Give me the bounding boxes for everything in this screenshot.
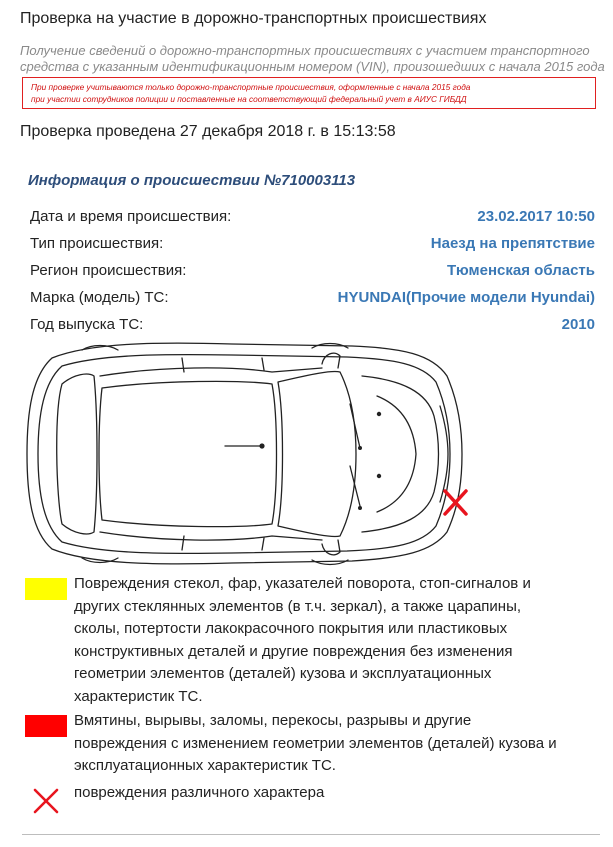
wiper-dot-upper — [358, 446, 362, 450]
car-damage-diagram — [22, 336, 472, 571]
rear-window — [57, 374, 97, 534]
legend-line: Вмятины, вырывы, заломы, перекосы, разрывы и другие — [74, 712, 472, 729]
legend-line: геометрии элементов (деталей) кузова и эксплуатационных — [74, 665, 492, 682]
page-title: Проверка на участие в дорожно-транспортных происшествиях — [20, 10, 487, 27]
antenna-dot — [259, 443, 264, 448]
yellow-swatch — [25, 578, 67, 600]
car-inner-outline — [38, 355, 450, 554]
legend-line: сколы, потертости лакокрасочного покрытия или пластиковых — [74, 620, 508, 637]
wiper-dot-lower — [358, 506, 362, 510]
hood-panel — [362, 376, 439, 532]
check-date: Проверка проведена 27 декабря 2018 г. в 15:13:58 — [20, 123, 396, 140]
red-swatch — [25, 715, 67, 737]
side-window-bottom — [100, 532, 322, 540]
side-window-top — [100, 368, 322, 376]
subtitle-line: средства с указанным идентификационным номером (VIN), произошедших с начала 2015 года — [20, 59, 605, 74]
warning-box — [22, 77, 596, 109]
legend-item-various — [22, 782, 592, 805]
hood-dot-upper — [377, 412, 381, 416]
hood-dot-lower — [377, 474, 381, 478]
detail-label: Год выпуска ТС: — [30, 316, 144, 333]
legend-item-geometry — [22, 710, 592, 778]
detail-row-date — [30, 203, 595, 230]
red-x-icon — [32, 787, 60, 815]
detail-row-model — [30, 284, 595, 311]
accident-header: Информация о происшествии №710003113 — [28, 172, 356, 189]
detail-value: 23.02.2017 10:50 — [477, 208, 595, 225]
warning-line: при участии сотрудников полиции и поставленные на соответствующий федеральный учет в АИУС ГИБДД — [31, 94, 467, 104]
detail-row-region — [30, 257, 595, 284]
roof-panel — [99, 381, 277, 526]
detail-value: Наезд на препятствие — [430, 235, 595, 252]
damage-legend — [22, 573, 592, 804]
legend-line: Повреждения стекол, фар, указателей поворота, стоп-сигналов и — [74, 575, 531, 592]
hood-crease — [377, 396, 416, 512]
legend-line: повреждения различного характера — [74, 783, 325, 801]
legend-line: других стеклянных элементов (в т.ч. зеркал), а также царапины, — [74, 597, 522, 615]
car-body-outline — [27, 343, 462, 564]
detail-row-type — [30, 230, 595, 257]
bottom-divider — [22, 834, 600, 835]
wiper-upper — [350, 404, 360, 448]
detail-value: HYUNDAI(Прочие модели Hyundai) — [337, 289, 595, 306]
subtitle-line: Получение сведений о дорожно-транспортных происшествиях с участием транспортного — [20, 43, 590, 58]
detail-label: Тип происшествия: — [30, 235, 164, 252]
detail-label: Дата и время происшествия: — [30, 208, 232, 225]
legend-line: эксплуатационных характеристик ТС. — [74, 757, 336, 774]
windshield — [278, 371, 356, 536]
mirror-top — [322, 353, 340, 368]
legend-line: конструктивных деталей и другие повреждения без изменения — [74, 642, 513, 660]
legend-item-minor — [22, 573, 592, 708]
legend-line: характеристик ТС. — [74, 687, 203, 705]
detail-row-year — [30, 311, 595, 338]
detail-label: Марка (модель) ТС: — [30, 289, 169, 306]
mirror-bottom — [322, 540, 340, 555]
legend-line: повреждения с изменением геометрии элементов (деталей) кузова и — [74, 734, 557, 752]
detail-value: Тюменская область — [446, 262, 595, 279]
detail-value: 2010 — [561, 316, 595, 333]
page-subtitle — [20, 43, 605, 75]
detail-label: Регион происшествия: — [30, 262, 187, 279]
accident-details — [30, 203, 595, 338]
warning-line: При проверке учитываются только дорожно-транспортные происшествия, оформленные с начала 2015 года — [31, 82, 471, 92]
